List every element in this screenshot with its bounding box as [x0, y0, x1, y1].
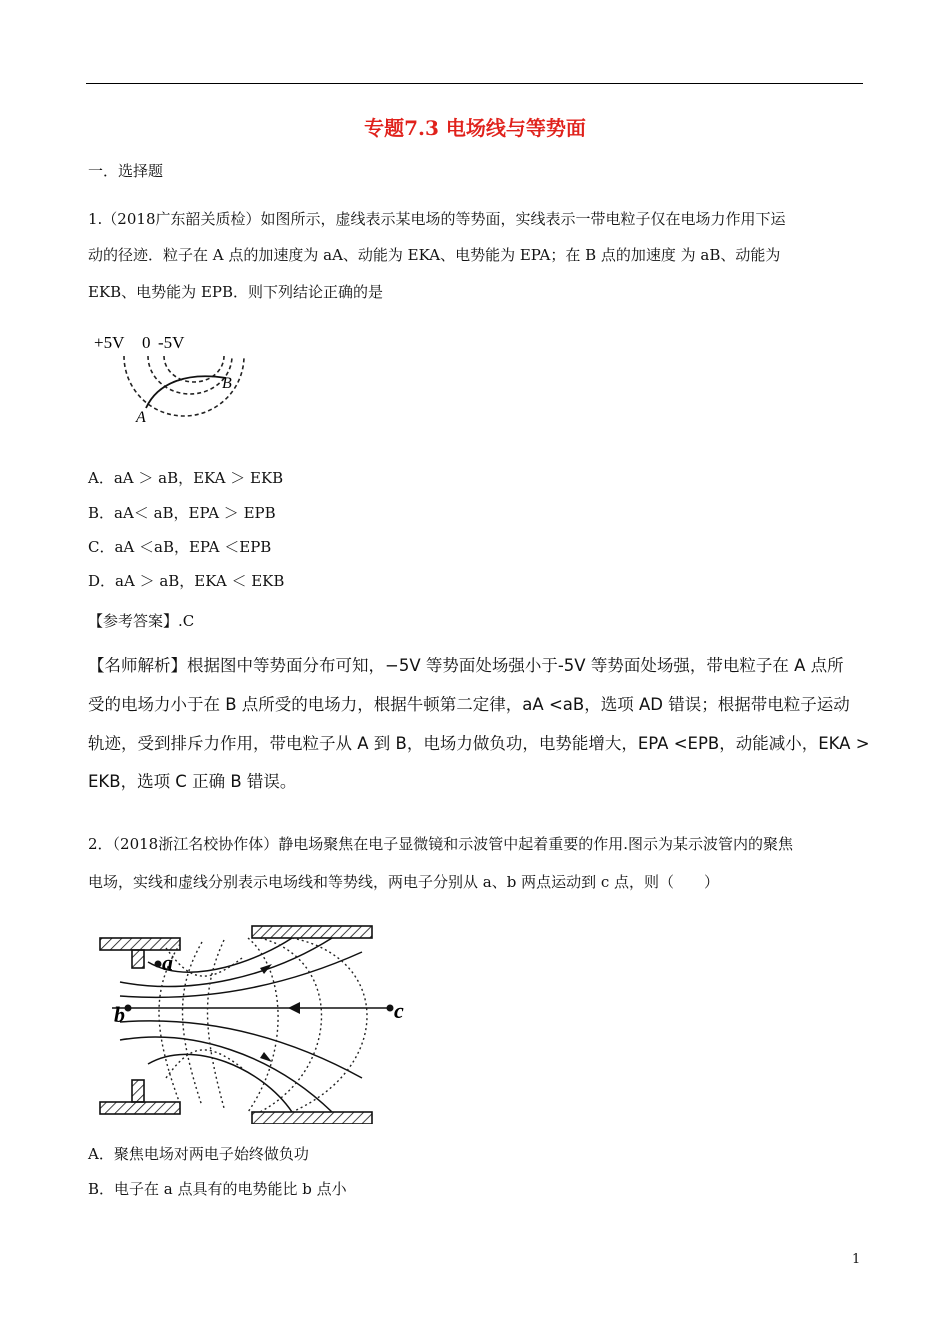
q1-analysis-line3: 轨迹，受到排斥力作用，带电粒子从 A 到 B，电场力做负功，电势能增大，EPA <EPB，动能减小，EKA >: [88, 734, 870, 753]
q1-option-a: A．aA ＞ aB，EKA ＞ EKB: [88, 469, 284, 487]
q1-point-b: B: [222, 375, 232, 392]
q2-label-b: b: [114, 1002, 125, 1027]
q1-analysis-line4: EKB，选项 C 正确 B 错误。: [88, 772, 297, 791]
q1-option-c: C．aA ＜aB，EPA ＜EPB: [88, 538, 272, 556]
q2-electrode-bottom-left: [100, 1102, 180, 1114]
q2-label-a: a: [162, 950, 173, 975]
q1-equipotential-middle: [148, 356, 232, 394]
q1-stem-line2: 动的径迹．粒子在 A 点的加速度为 aA、动能为 EKA、电势能为 EPA；在 B 点的加速度 为 aB、动能为: [88, 246, 781, 264]
section-heading: 一．选择题: [88, 162, 164, 180]
q1-point-a: A: [136, 409, 146, 426]
q1-label-plus5v: +5V: [94, 333, 125, 352]
q2-equipotential-3: [208, 940, 225, 1108]
q2-equipotential-5: [260, 938, 322, 1112]
q2-electrode-bottom-right: [252, 1112, 372, 1124]
q2-electrode-top-right: [252, 926, 372, 938]
q1-stem-line3: EKB、电势能为 EPB．则下列结论正确的是: [88, 283, 384, 301]
q1-label-minus5v: -5V: [158, 333, 185, 352]
q2-stem-line2: 电场，实线和虚线分别表示电场线和等势线，两电子分别从 a、b 两点运动到 c 点，则（ ）: [88, 873, 720, 891]
q1-option-d: D．aA ＞ aB，EKA ＜ EKB: [88, 572, 285, 590]
q2-equipotential-4: [248, 938, 278, 1112]
q2-field-line-bottom-2: [120, 1037, 332, 1112]
q2-arrow-axis: [288, 1002, 300, 1014]
q1-analysis-line2: 受的电场力小于在 B 点所受的电场力，根据牛顿第二定律，aA <aB，选项 AD 错误；根据带电粒子运动: [88, 695, 850, 714]
q2-electrode-top-left-stem: [132, 950, 144, 968]
page-title: 专题7.3 电场线与等势面: [364, 116, 586, 140]
q2-field-line-bottom-3: [120, 1021, 362, 1078]
q1-label-zero: 0: [142, 333, 151, 352]
q2-stem-line1: 2．（2018浙江名校协作体）静电场聚焦在电子显微镜和示波管中起着重要的作用.图示为某示波管内的聚焦: [88, 835, 793, 853]
q2-electrode-bottom-left-stem: [132, 1080, 144, 1102]
q2-point-a-dot: [155, 961, 162, 968]
q2-focusing-field-figure: [92, 918, 414, 1124]
q2-point-b-dot: [125, 1005, 132, 1012]
q2-arrow-bottom: [260, 1052, 272, 1062]
q1-option-b: B．aA＜ aB，EPA ＞ EPB: [88, 504, 276, 522]
q1-equipotential-figure: [88, 326, 278, 430]
q1-equipotential-inner: [164, 356, 224, 382]
page-number: 1: [852, 1252, 861, 1267]
q1-answer: 【参考答案】.C: [88, 612, 195, 630]
q2-point-c-dot: [387, 1005, 394, 1012]
q1-stem-line1: 1.（2018广东韶关质检）如图所示，虚线表示某电场的等势面，实线表示一带电粒子仅在电场力作用下运: [88, 210, 786, 228]
header-rule: [86, 83, 863, 84]
q2-label-c: c: [394, 998, 404, 1023]
q2-option-b: B．电子在 a 点具有的电势能比 b 点小: [88, 1180, 347, 1198]
q1-analysis-line1: 【名师解析】根据图中等势面分布可知，−5V 等势面处场强小于-5V 等势面处场强，带电粒子在 A 点所: [88, 656, 844, 675]
q2-electrode-top-left: [100, 938, 180, 950]
q2-option-a: A．聚焦电场对两电子始终做负功: [88, 1145, 309, 1163]
